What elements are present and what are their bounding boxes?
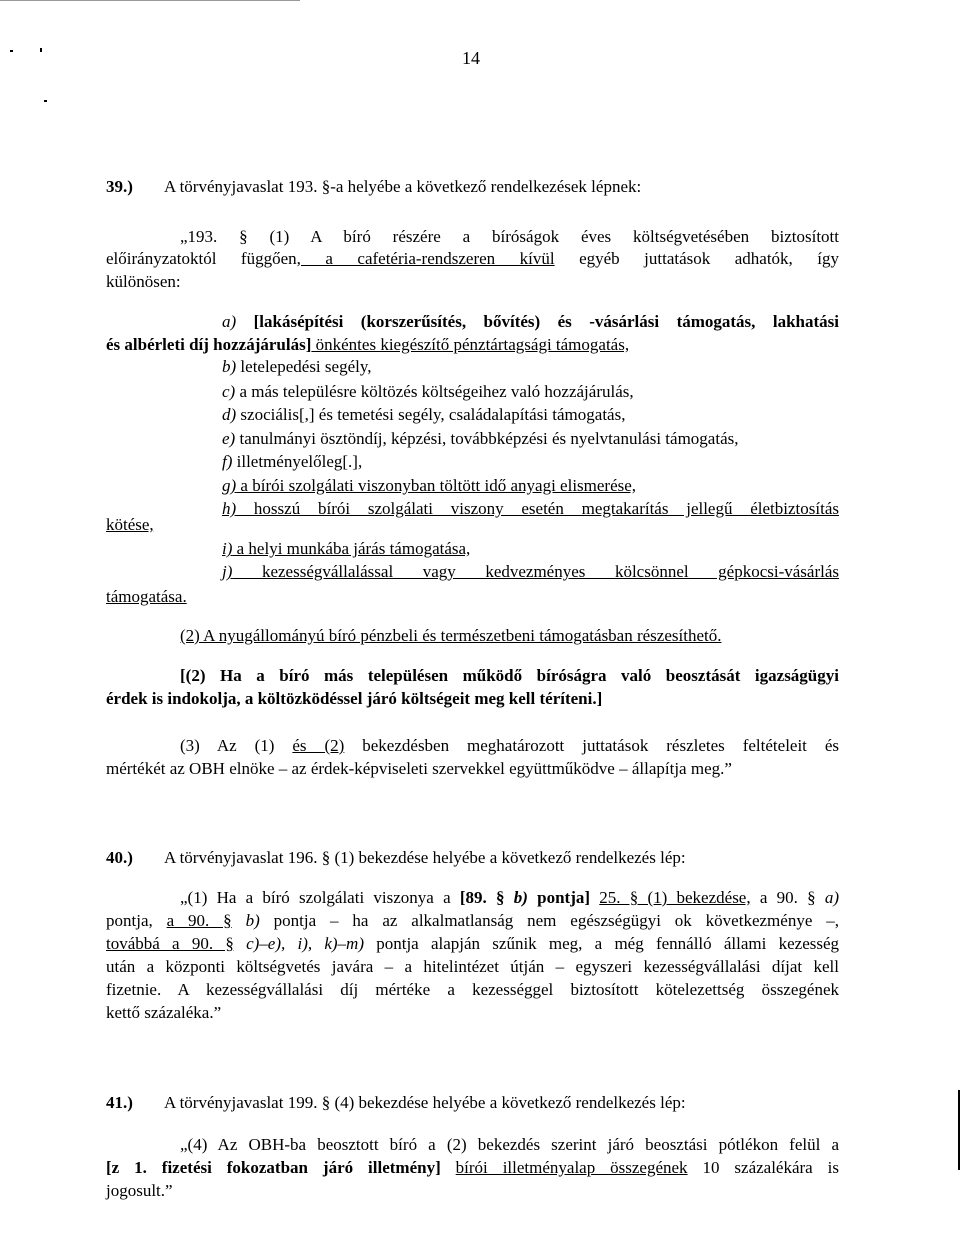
scan-mark [44,100,47,102]
item-39-j: j) kezességvállalással vagy kedvezményes kölcsönnel gépkocsi-vásárlás [222,562,839,581]
item-40-line2: pontja, a 90. § b) pontja – ha az alkalmatlanság nem egészségügyi ok következménye –, [106,911,839,930]
item-41-number: 41.) [106,1093,133,1112]
item-40-line1: „(1) Ha a bíró szolgálati viszonya a [89. § b) pontja] 25. § (1) bekezdése, a 90. § a) [180,888,839,907]
item-39-para3-line1: (3) Az (1) és (2) bekezdésben meghatározott juttatások részletes feltételeit és [180,736,840,755]
scan-mark [40,48,42,52]
item-41-line2: [z 1. fizetési fokozatban járó illetmény] bírói illetményalap összegének 10 százalékára is [106,1158,839,1177]
item-39-para1-line2: előirányzatoktól függően, a cafetéria-rendszeren kívül egyéb juttatások adhatók, így [106,249,839,268]
item-39-h: h) hosszú bírói szolgálati viszony esetén megtakarítás jellegű életbiztosítás [222,499,839,518]
item-41-line1: „(4) Az OBH-ba beosztott bíró a (2) bekezdés szerint járó beosztási pótlékon felül a [180,1135,839,1154]
page-number: 14 [462,48,480,68]
scan-edge-line [0,0,300,1]
item-39-a-line1: a) [lakásépítési (korszerűsítés, bővítés) és -vásárlási támogatás, lakhatási [222,312,839,331]
item-40-line4: után a központi költségvetés javára – a hitelintézet útján – egyszeri kezességvállalási díjat kell [106,957,839,976]
item-39-c: c) a más településre költözés költségeihez való hozzájárulás, [222,382,634,401]
item-40-line3: továbbá a 90. § c)–e), i), k)–m) pontja alapján szűnik meg, a még fennálló állami kezesség [106,934,840,953]
item-39-para2-deleted-line1: [(2) Ha a bíró más településen működő bíróságra való beosztását igazságügyi [180,666,839,685]
item-40-text: A törvényjavaslat 196. § (1) bekezdése helyébe a következő rendelkezés lép: [164,848,686,867]
item-39-e: e) tanulmányi ösztöndíj, képzési, továbbképzési és nyelvtanulási támogatás, [222,429,739,448]
item-39-b: b) letelepedési segély, [222,357,372,376]
item-39-para2: (2) A nyugállományú bíró pénzbeli és természetbeni támogatásban részesíthető. [180,626,722,645]
item-39-a-line2: és albérleti díj hozzájárulás] önkéntes kiegészítő pénztártagsági támogatás, [106,335,630,354]
item-40-number: 40.) [106,848,133,867]
item-40-line6: kettő százaléka.” [106,1003,222,1022]
item-41-line3: jogosult.” [106,1181,173,1200]
item-40-line5: fizetnie. A kezességvállalási díj mértéke a kezességgel biztosított kötelezettség összegének [106,980,839,999]
item-41-text: A törvényjavaslat 199. § (4) bekezdése helyébe a következő rendelkezés lép: [164,1093,686,1112]
item-39-j-continuation: támogatása. [106,587,187,606]
item-39-number: 39.) [106,177,133,196]
item-39-h-continuation: kötése, [106,515,154,534]
item-39-f: f) illetményelőleg[.], [222,452,363,471]
item-39-para3-line2: mértékét az OBH elnöke – az érdek-képviseleti szervekkel együttműködve – állapítja meg.” [106,759,732,778]
item-39-para1-line3: különösen: [106,272,181,291]
item-39-para1-line1: „193. § (1) A bíró részére a bíróságok éves költségvetésében biztosított [180,227,839,246]
scan-mark [10,50,13,52]
item-39-i: i) a helyi munkába járás támogatása, [222,539,471,558]
item-39-d: d) szociális[,] és temetési segély, családalapítási támogatás, [222,405,626,424]
item-39-g: g) a bírói szolgálati viszonyban töltött idő anyagi elismerése, [222,476,637,495]
item-39-text: A törvényjavaslat 193. §-a helyébe a következő rendelkezések lépnek: [164,177,642,196]
item-39-para2-deleted-line2: érdek is indokolja, a költözködéssel járó költségeit meg kell téríteni.] [106,689,603,708]
